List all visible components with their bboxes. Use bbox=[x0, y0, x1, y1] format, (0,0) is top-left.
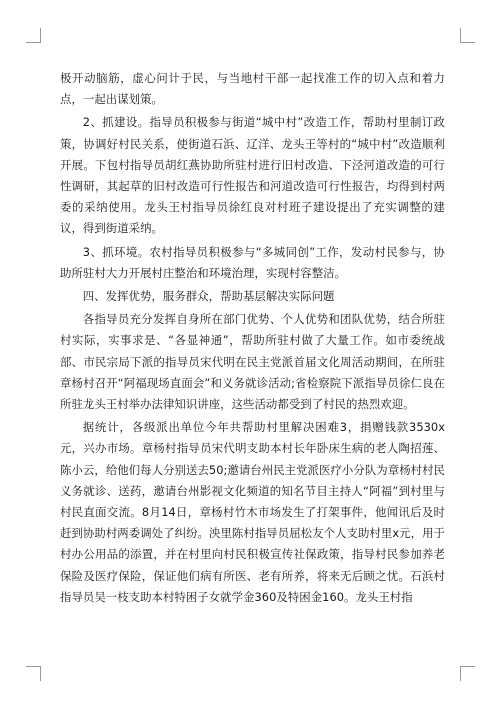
crop-mark-bottom-right bbox=[460, 666, 475, 681]
crop-mark-top-right bbox=[460, 28, 475, 43]
document-body bbox=[60, 68, 445, 610]
paragraph-construction: 2、抓建设。指导员积极参与街道“城中村”改造工作，帮助村里制订政策，协调好村民关系，使街道石浜、辽洋、龙头王等村的“城中村”改造顺利开展。下包村指导员胡红燕协助所驻村进行旧村改造、下泾河道改造的可行性调研，其起草的旧村改造可行性报告和河道改造可行性报告，均得到村两委的采纳使用。龙头王村指导员徐红良对村班子建设提出了充实调整的建议，得到街道采纳。 bbox=[60, 115, 445, 236]
paragraph-advantages: 各指导员充分发挥自身所在部门优势、个人优势和团队优势，结合所驻村实际，实事求是、“各显神通”，帮助所驻村做了大量工作。如市委统战部、市民宗局下派的指导员宋代明在民主党派首届文化周活动期间，在所驻章杨村召开“阿福现场直面会”和义务就诊活动;省检察院下派指导员徐仁良在所驻龙头王村举办法律知识讲座，这些活动都受到了村民的热烈欢迎。 bbox=[60, 312, 445, 412]
paragraph-statistics: 据统计，各级派出单位今年共帮助村里解决困难3，捐赠钱款3530x元，兴办市场。章杨村指导员宋代明支助本村长年卧床生病的老人陶招莲、陈小云，给他们每人分别送去50;邀请台州民主党派医疗小分队为章杨村村民义务就诊、送药，邀请台州影视文化频道的知名节目主持人“阿福”到村里与村民直面交流。8月14日，章杨村竹木市场发生了打架事件，他闻讯后及时赶到协助村两委调处了纠纷。泱里陈村指导员屈松友个人支助村里x元，用于村办公用品的添置，并在村里向村民积极宣传社保政策，指导村民参加养老保险及医疗保险，保证他们病有所医、老有所养，将来无后顾之忧。石浜村指导员吴一枝支助本村特困子女就学金360及特困金160。龙头王村指 bbox=[60, 420, 445, 604]
paragraph-continued: 极开动脑筋，虚心问计于民，与当地村干部一起找准工作的切入点和着力点，一起出谋划策。 bbox=[60, 71, 445, 107]
section-heading: 四、发挥优势，服务群众，帮助基层解决实际问题 bbox=[82, 289, 335, 304]
paragraph-environment: 3、抓环境。农村指导员积极参与“多城同创”工作，发动村民参与，协助所驻村大力开展村庄整治和环境治理，实现村容整洁。 bbox=[60, 244, 445, 280]
crop-mark-top-left bbox=[26, 28, 41, 43]
crop-mark-bottom-left bbox=[26, 666, 41, 681]
